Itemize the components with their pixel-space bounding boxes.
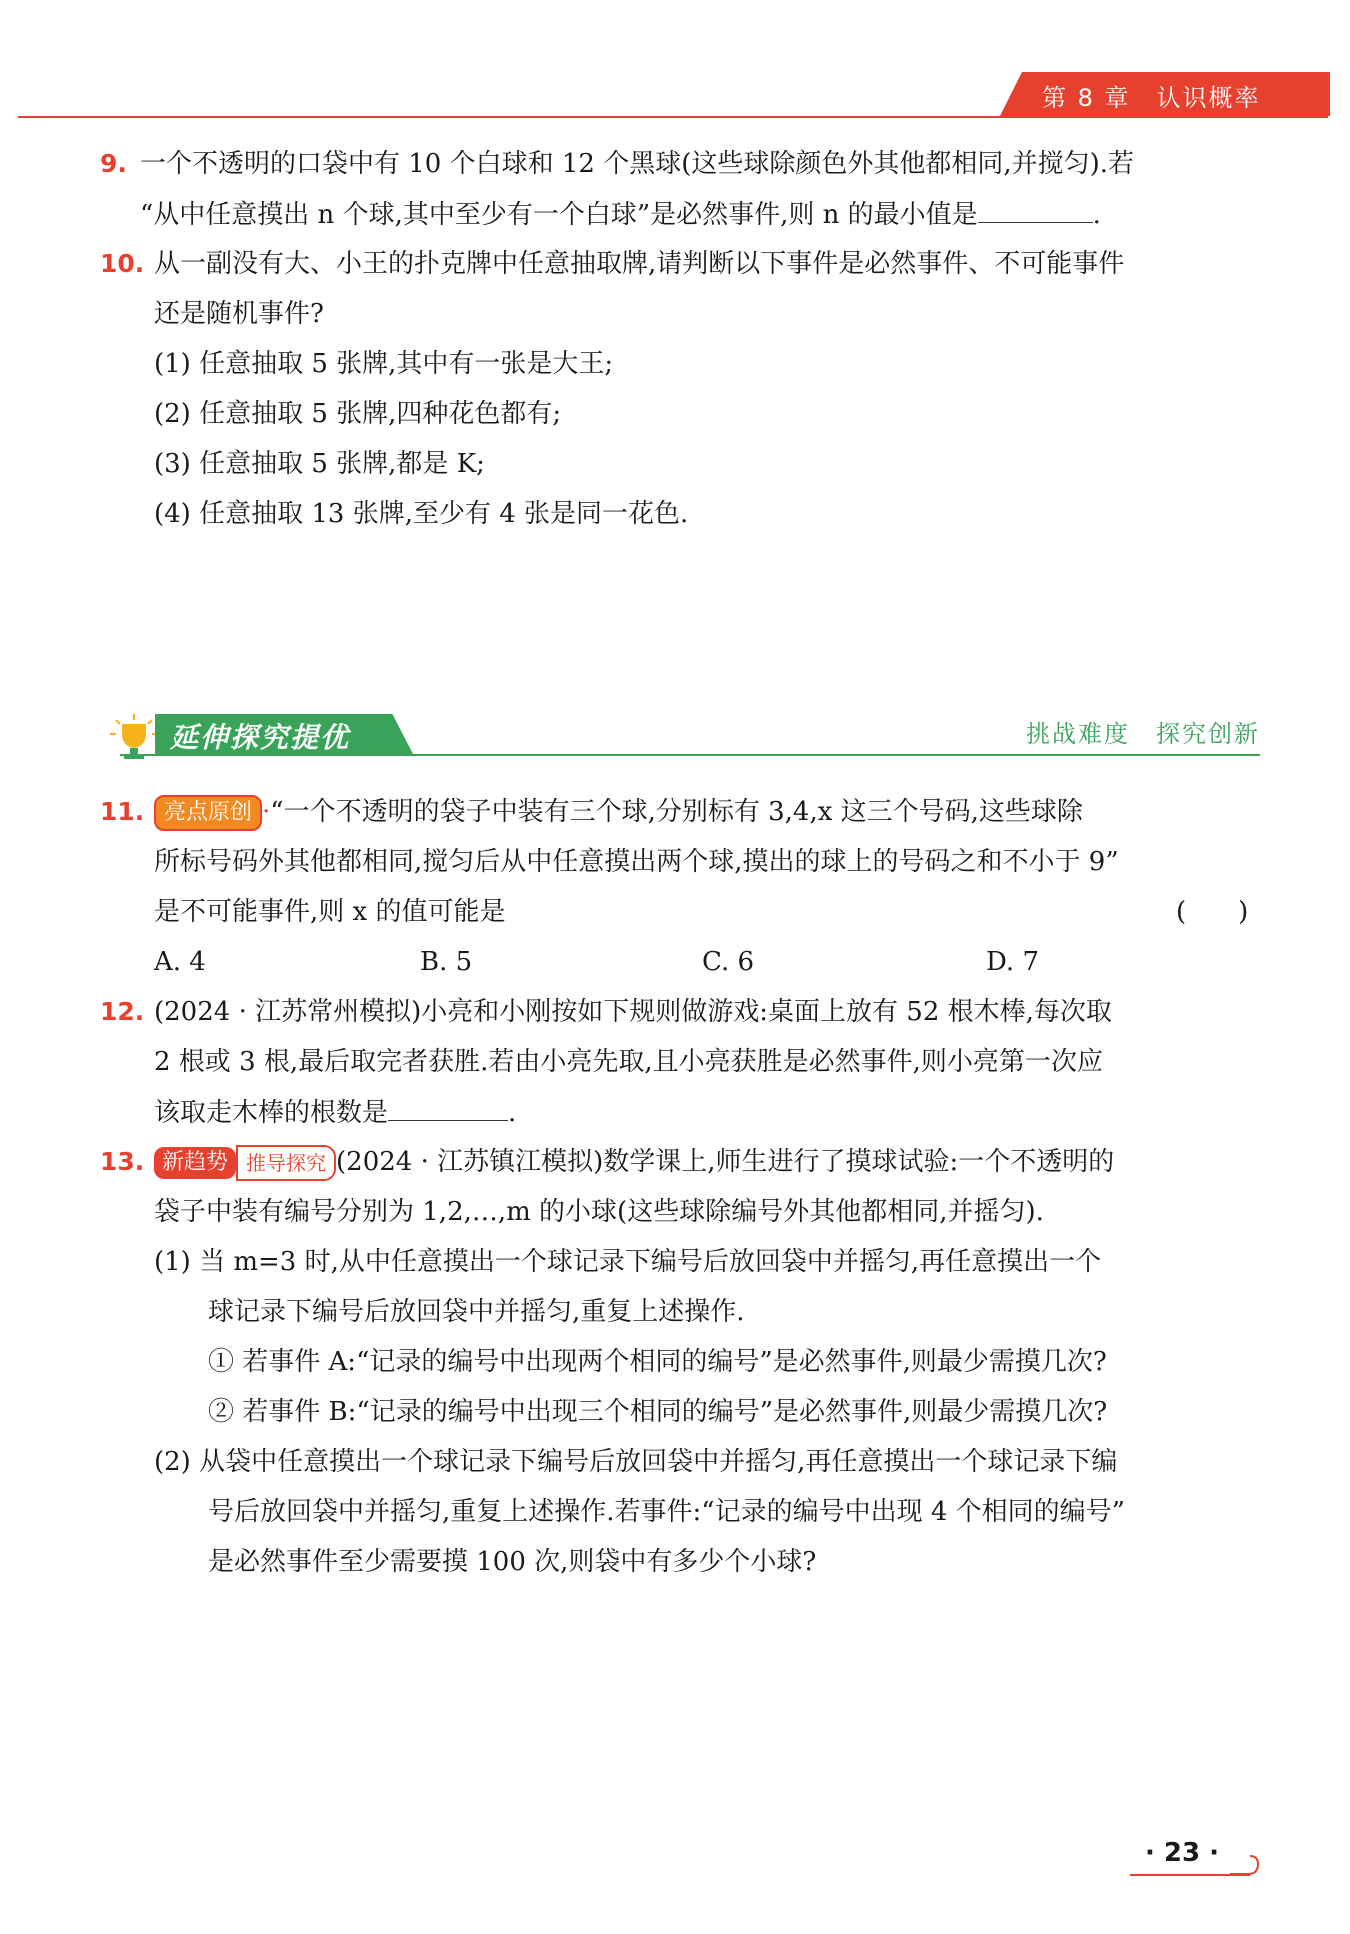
question-13-line1	[154, 1144, 1114, 1180]
question-12-line3	[154, 1094, 516, 1130]
page-number: · 23 ·	[1145, 1838, 1220, 1868]
question-9-line1: 一个不透明的口袋中有 10 个白球和 12 个黑球(这些球除颜色外其他都相同,并搅匀).若	[140, 149, 1135, 179]
question-12-line3-text: 该取走木棒的根数是	[154, 1098, 389, 1128]
question-13-part1-sub2: ② 若事件 B:“记录的编号中出现三个相同的编号”是必然事件,则最少需摸几次?	[208, 1397, 1108, 1427]
question-12-line1: (2024 · 江苏常州模拟)小亮和小刚按如下规则做游戏:桌面上放有 52 根木棒,每次取	[154, 997, 1112, 1027]
question-10-number: 10.	[100, 249, 145, 278]
page-corner-arrow-icon	[1228, 1850, 1260, 1876]
question-12-line2: 2 根或 3 根,最后取完者获胜.若由小亮先取,且小亮获胜是必然事件,则小亮第一次应	[154, 1047, 1103, 1077]
question-13-part1-sub1: ① 若事件 A:“记录的编号中出现两个相同的编号”是必然事件,则最少需摸几次?	[208, 1347, 1107, 1377]
question-12-answer-blank[interactable]	[388, 1094, 508, 1121]
question-9-answer-blank[interactable]	[978, 196, 1093, 223]
section-rule	[120, 754, 1260, 756]
question-11-answer-paren[interactable]: ( )	[1176, 897, 1249, 927]
question-9-line2	[140, 196, 1101, 232]
question-13-line2: 袋子中装有编号分别为 1,2,…,m 的小球(这些球除编号外其他都相同,并摇匀).	[154, 1197, 1044, 1227]
question-9-number: 9.	[100, 149, 127, 178]
question-12-number: 12.	[100, 997, 145, 1026]
chapter-title: 第 8 章 认识概率	[1042, 84, 1261, 112]
question-13-number: 13.	[100, 1147, 145, 1176]
question-11-choice-b[interactable]: B. 5	[420, 947, 473, 977]
question-11-line2: 所标号码外其他都相同,搅匀后从中任意摸出两个球,摸出的球上的号码之和不小于 9”	[154, 847, 1119, 877]
question-13-part1-line1: (1) 当 m=3 时,从中任意摸出一个球记录下编号后放回袋中并摇匀,再任意摸出一个	[154, 1247, 1102, 1277]
new-trend-badge: 新趋势	[154, 1147, 236, 1179]
derivation-badge: 推导探究	[236, 1145, 336, 1181]
section-title: 延伸探究提优	[170, 721, 351, 754]
original-highlight-badge: 亮点原创	[154, 795, 262, 831]
question-11-number: 11.	[100, 797, 145, 826]
question-10-item-3: (3) 任意抽取 5 张牌,都是 K;	[154, 449, 485, 479]
question-13-line1-text: (2024 · 江苏镇江模拟)数学课上,师生进行了摸球试验:一个不透明的	[336, 1147, 1115, 1177]
question-11-choice-a[interactable]: A. 4	[154, 947, 206, 977]
question-10-item-1: (1) 任意抽取 5 张牌,其中有一张是大王;	[154, 349, 614, 379]
badge-dot: ·	[262, 797, 271, 827]
question-9-line2-end: .	[1092, 200, 1101, 230]
question-12-line3-end: .	[508, 1098, 517, 1128]
question-13-part2-line1: (2) 从袋中任意摸出一个球记录下编号后放回袋中并摇匀,再任意摸出一个球记录下编	[154, 1447, 1118, 1477]
question-11-line3: 是不可能事件,则 x 的值可能是	[154, 897, 506, 927]
question-10-item-2: (2) 任意抽取 5 张牌,四种花色都有;	[154, 399, 562, 429]
question-13-part2-line2: 号后放回袋中并摇匀,重复上述操作.若事件:“记录的编号中出现 4 个相同的编号”	[208, 1497, 1125, 1527]
question-11-choice-c[interactable]: C. 6	[702, 947, 755, 977]
question-10-item-4: (4) 任意抽取 13 张牌,至少有 4 张是同一花色.	[154, 499, 689, 529]
question-13-part1-line2: 球记录下编号后放回袋中并摇匀,重复上述操作.	[208, 1297, 745, 1327]
question-10-line2: 还是随机事件?	[154, 299, 324, 329]
question-11-choice-d[interactable]: D. 7	[986, 947, 1039, 977]
question-11-line1-text: “一个不透明的袋子中装有三个球,分别标有 3,4,x 这三个号码,这些球除	[270, 797, 1083, 827]
section-subtitle: 挑战难度 探究创新	[1026, 720, 1260, 748]
question-13-part2-line3: 是必然事件至少需要摸 100 次,则袋中有多少个小球?	[208, 1547, 817, 1577]
question-9-line2-text: “从中任意摸出 n 个球,其中至少有一个白球”是必然事件,则 n 的最小值是	[140, 200, 978, 230]
question-11-line1	[154, 794, 1083, 830]
question-10-line1: 从一副没有大、小王的扑克牌中任意抽取牌,请判断以下事件是必然事件、不可能事件	[154, 249, 1125, 279]
